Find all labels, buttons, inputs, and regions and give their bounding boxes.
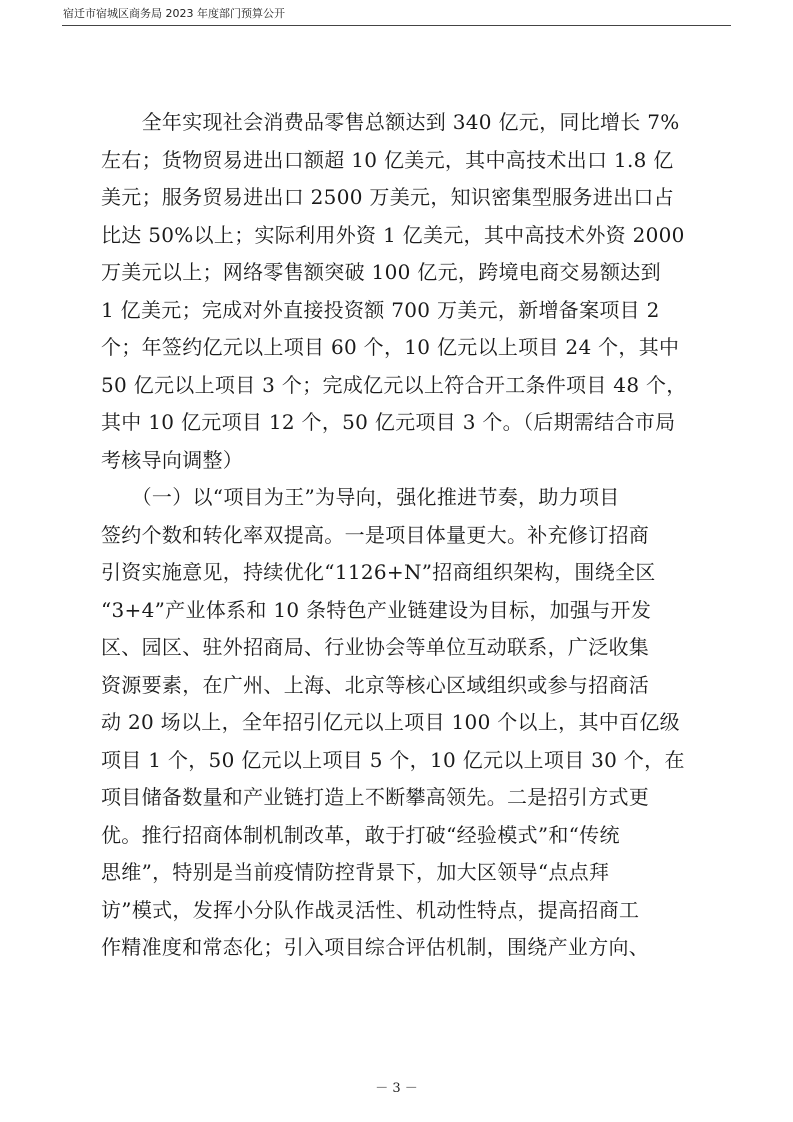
text-line: 动 20 场以上，全年招引亿元以上项目 100 个以上，其中百亿级	[101, 710, 680, 734]
body-text	[101, 104, 691, 967]
text-line: 全年实现社会消费品零售总额达到 340 亿元，同比增长 7%	[101, 110, 680, 134]
text-line: 优。推行招商体制机制改革，敢于打破“经验模式”和“传统	[101, 822, 620, 847]
text-line: 50 亿元以上项目 3 个；完成亿元以上符合开工条件项目 48 个，	[101, 372, 687, 397]
text-line: 资源要素，在广州、上海、北京等核心区域组织或参与招商活	[101, 672, 650, 697]
text-line: 其中 10 亿元项目 12 个，50 亿元项目 3 个。（后期需结合市局	[101, 410, 676, 434]
text-line: 左右；货物贸易进出口额超 10 亿美元，其中高技术出口 1.8 亿	[101, 147, 674, 172]
text-line: 访”模式，发挥小分队作战灵活性、机动性特点，提高招商工	[101, 897, 640, 922]
text-line: 项目 1 个，50 亿元以上项目 5 个，10 亿元以上项目 30 个，在	[101, 747, 685, 772]
text-line: 1 亿美元；完成对外直接投资额 700 万美元，新增备案项目 2	[101, 297, 660, 322]
text-line: 比达 50%以上；实际利用外资 1 亿美元，其中高技术外资 2000	[101, 222, 685, 247]
text-line: （一）以“项目为王”为导向，强化推进节奏，助力项目	[101, 485, 620, 509]
text-line: 项目储备数量和产业链打造上不断攀高领先。二是招引方式更	[101, 785, 650, 809]
text-line: 区、园区、驻外招商局、行业协会等单位互动联系，广泛收集	[101, 635, 650, 659]
text-line: 作精准度和常态化；引入项目综合评估机制，围绕产业方向、	[101, 935, 650, 959]
header-rule	[62, 25, 731, 26]
text-line: 考核导向调整）	[101, 447, 244, 472]
text-line: 引资实施意见，持续优化“1126+N”招商组织架构，围绕全区	[101, 560, 656, 584]
text-line: 签约个数和转化率双提高。一是项目体量更大。补充修订招商	[101, 522, 650, 547]
text-line: 美元；服务贸易进出口 2500 万美元，知识密集型服务进出口占	[101, 185, 674, 209]
text-line: 思维”，特别是当前疫情防控背景下，加大区领导“点点拜	[101, 860, 610, 884]
text-line: 万美元以上；网络零售额突破 100 亿元，跨境电商交易额达到	[101, 260, 661, 284]
page-number: － 3 －	[375, 1081, 418, 1096]
text-line: 个；年签约亿元以上项目 60 个，10 亿元以上项目 24 个，其中	[101, 335, 680, 359]
running-header: 宿迁市宿城区商务局 2023 年度部门预算公开	[63, 7, 285, 20]
text-line: “3+4”产业体系和 10 条特色产业链建设为目标，加强与开发	[101, 597, 652, 622]
